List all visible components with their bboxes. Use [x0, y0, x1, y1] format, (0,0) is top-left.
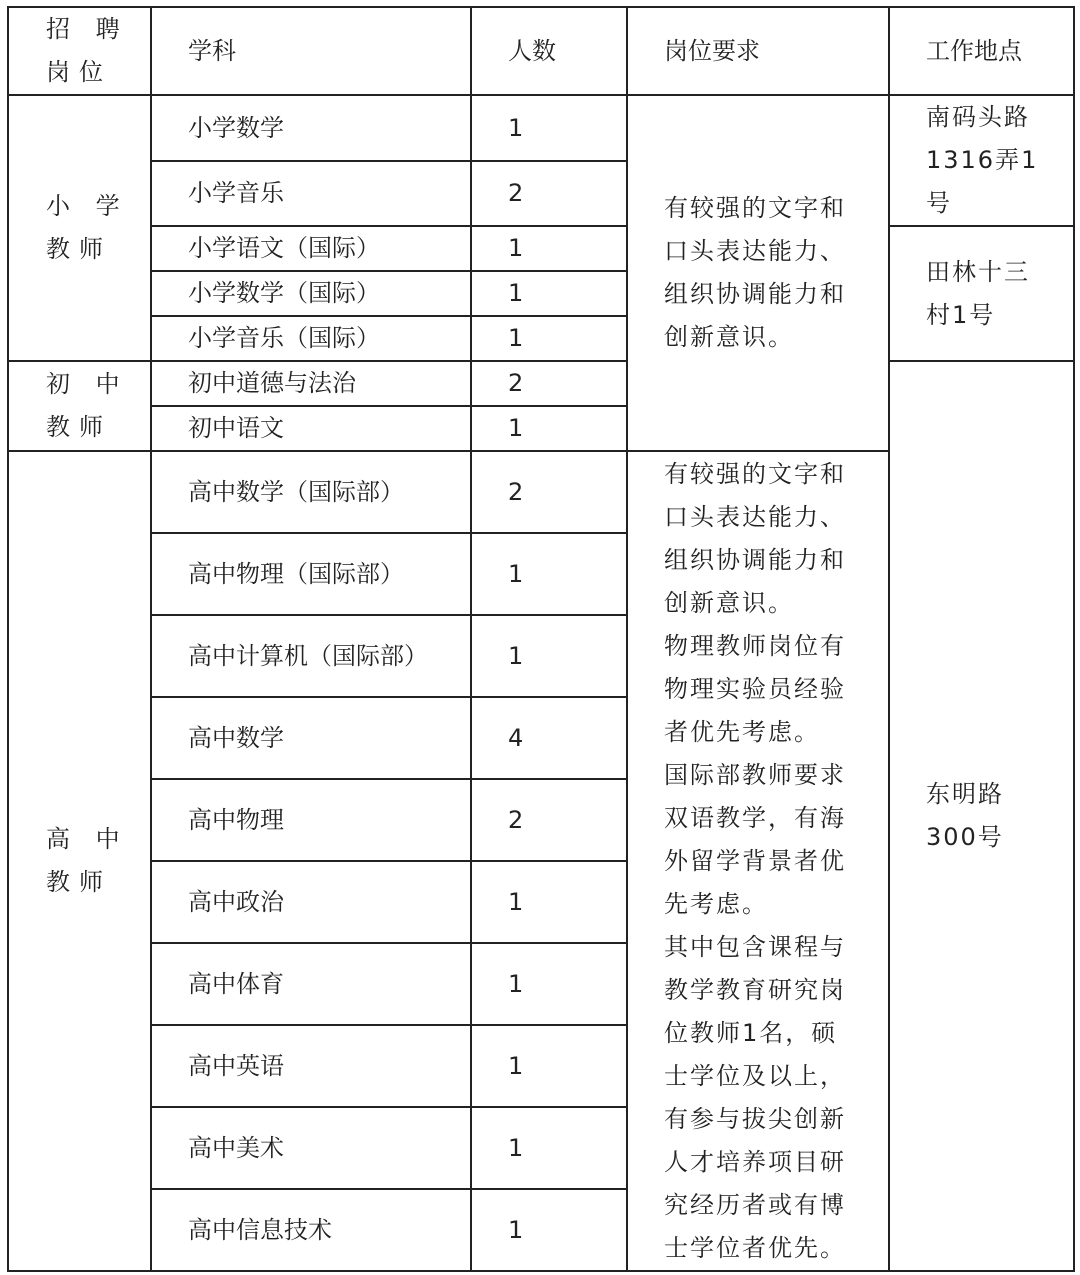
location-tianlin: 田林十三村1号	[889, 226, 1074, 361]
subject-cell: 高中物理（国际部）	[151, 533, 471, 615]
count-cell: 1	[471, 406, 627, 451]
requirement-high-para: 物理教师岗位有物理实验员经验者优先考虑。	[664, 631, 846, 746]
requirement-primary-middle: 有较强的文字和口头表达能力、组织协调能力和创新意识。	[627, 95, 889, 451]
count-cell: 4	[471, 697, 627, 779]
count-cell: 1	[471, 271, 627, 316]
subject-cell: 高中物理	[151, 779, 471, 861]
count-cell: 2	[471, 451, 627, 533]
location-nanmatou: 南码头路1316弄1号	[889, 95, 1074, 226]
count-cell: 1	[471, 1189, 627, 1271]
count-cell: 1	[471, 316, 627, 361]
location-dongming: 东明路300号	[889, 361, 1074, 1271]
subject-cell: 高中信息技术	[151, 1189, 471, 1271]
count-cell: 2	[471, 161, 627, 226]
header-subject: 学科	[151, 7, 471, 95]
count-cell: 1	[471, 1025, 627, 1107]
subject-cell: 高中政治	[151, 861, 471, 943]
group-high: 高 中 教师	[8, 451, 151, 1271]
header-post: 招 聘 岗位	[8, 7, 151, 95]
table-row	[8, 361, 1074, 406]
count-cell: 1	[471, 533, 627, 615]
header-row	[8, 7, 1074, 95]
subject-cell: 小学数学（国际）	[151, 271, 471, 316]
count-cell: 1	[471, 943, 627, 1025]
header-requirement: 岗位要求	[627, 7, 889, 95]
count-cell: 1	[471, 1107, 627, 1189]
subject-cell: 小学语文（国际）	[151, 226, 471, 271]
subject-cell: 高中数学	[151, 697, 471, 779]
recruitment-table	[7, 6, 1075, 1272]
requirement-high-para: 有较强的文字和口头表达能力、组织协调能力和创新意识。	[664, 459, 846, 617]
group-primary: 小 学 教师	[8, 95, 151, 361]
count-cell: 1	[471, 226, 627, 271]
table-row	[8, 95, 1074, 161]
subject-cell: 小学音乐	[151, 161, 471, 226]
group-middle: 初 中 教师	[8, 361, 151, 451]
subject-cell: 高中数学（国际部）	[151, 451, 471, 533]
subject-cell: 小学数学	[151, 95, 471, 161]
subject-cell: 小学音乐（国际）	[151, 316, 471, 361]
requirement-high	[627, 451, 889, 1271]
count-cell: 2	[471, 361, 627, 406]
count-cell: 1	[471, 95, 627, 161]
requirement-high-para: 其中包含课程与教学教育研究岗位教师1名，硕士学位及以上，有参与拔尖创新人才培养项目研究经历者或有博士学位者优先。	[664, 932, 846, 1262]
count-cell: 2	[471, 779, 627, 861]
header-location: 工作地点	[889, 7, 1074, 95]
subject-cell: 高中体育	[151, 943, 471, 1025]
requirement-high-para: 国际部教师要求双语教学，有海外留学背景者优先考虑。	[664, 760, 846, 918]
header-count: 人数	[471, 7, 627, 95]
subject-cell: 初中语文	[151, 406, 471, 451]
table-row	[8, 226, 1074, 271]
count-cell: 1	[471, 861, 627, 943]
count-cell: 1	[471, 615, 627, 697]
subject-cell: 高中美术	[151, 1107, 471, 1189]
subject-cell: 初中道德与法治	[151, 361, 471, 406]
subject-cell: 高中英语	[151, 1025, 471, 1107]
subject-cell: 高中计算机（国际部）	[151, 615, 471, 697]
